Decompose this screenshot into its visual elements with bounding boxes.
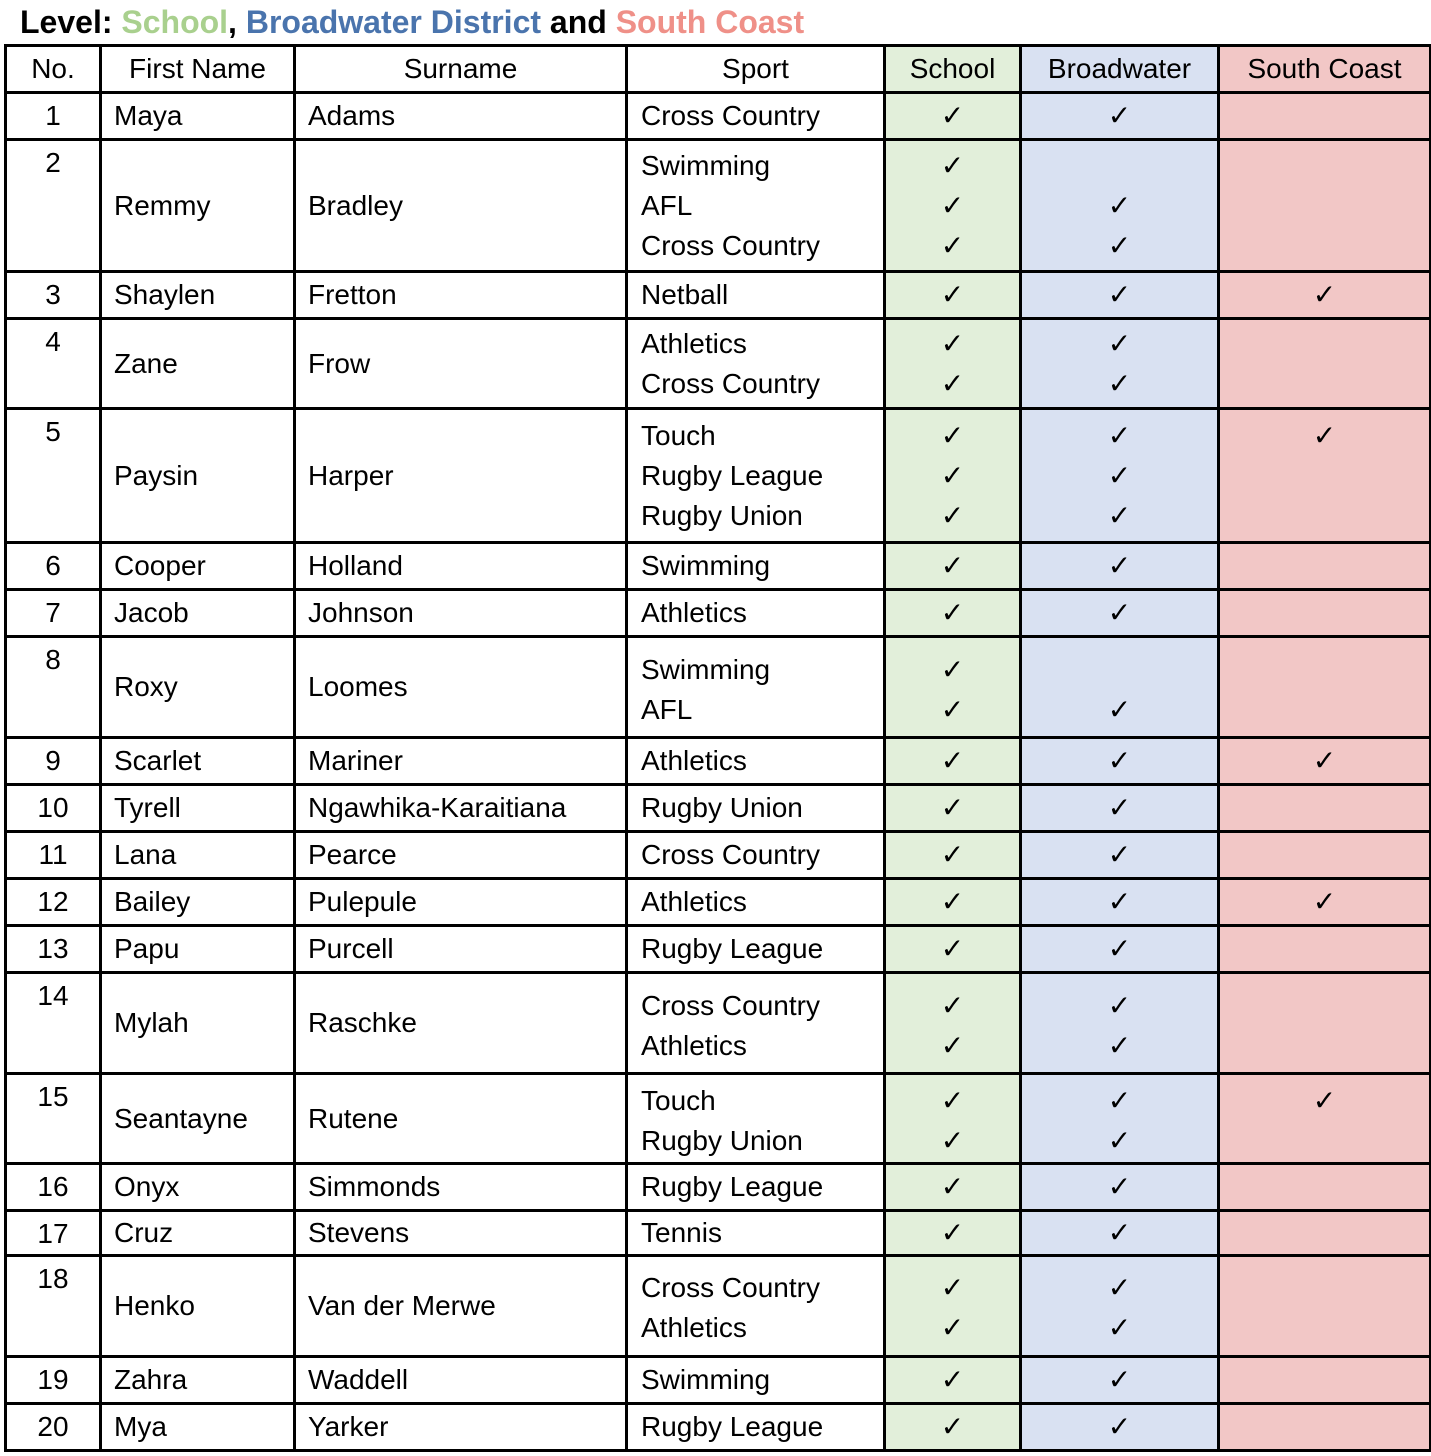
sport-name: Cross Country	[641, 367, 820, 399]
sport-name: Swimming	[641, 654, 771, 685]
surname-cell: Fretton	[295, 272, 627, 319]
broadwater-check-icon: ✓	[1107, 989, 1132, 1022]
south-coast-cell	[1219, 785, 1431, 832]
sport-name: Athletics	[641, 1030, 747, 1061]
first-name-cell: Roxy	[101, 637, 295, 738]
broadwater-check-icon: ✓	[1107, 458, 1132, 492]
row-number: 3	[6, 272, 101, 319]
surname-cell: Simmonds	[295, 1164, 627, 1211]
sport-name: AFL	[641, 694, 693, 725]
sport-name: AFL	[641, 189, 693, 221]
broadwater-cell	[1021, 590, 1219, 637]
surname-cell: Purcell	[295, 926, 627, 973]
south-coast-cell	[1219, 1164, 1431, 1211]
broadwater-cell	[1021, 93, 1219, 140]
school-check-icon: ✓	[940, 596, 965, 629]
south-coast-check-icon: ✓	[1312, 278, 1337, 311]
surname-cell: Stevens	[295, 1211, 627, 1256]
sport-cell	[627, 926, 885, 973]
school-check-icon: ✓	[940, 1311, 965, 1344]
school-cell	[885, 272, 1021, 319]
row-number: 8	[6, 637, 101, 738]
broadwater-check-icon: ✓	[1107, 228, 1132, 262]
broadwater-cell	[1021, 1256, 1219, 1357]
school-check-icon: ✓	[940, 744, 965, 777]
school-check-icon: ✓	[940, 458, 965, 492]
school-check-icon: ✓	[940, 148, 965, 182]
south-coast-cell	[1219, 637, 1431, 738]
south-coast-check-icon: ✓	[1312, 1083, 1337, 1117]
first-name-cell: Maya	[101, 93, 295, 140]
first-name-cell: Jacob	[101, 590, 295, 637]
sport-cell	[627, 785, 885, 832]
south-coast-cell	[1219, 738, 1431, 785]
sport-cell	[627, 409, 885, 543]
school-check-icon: ✓	[940, 1123, 965, 1157]
sport-name: Touch	[641, 1084, 716, 1116]
south-coast-cell	[1219, 879, 1431, 926]
school-check-icon: ✓	[940, 188, 965, 222]
sport-name: Athletics	[641, 597, 747, 628]
sport-name: Swimming	[641, 149, 771, 181]
broadwater-cell	[1021, 1404, 1219, 1451]
row-number: 10	[6, 785, 101, 832]
row-number: 4	[6, 319, 101, 409]
school-check-icon: ✓	[940, 1029, 965, 1062]
broadwater-check-icon: ✓	[1107, 1029, 1132, 1062]
south-coast-cell	[1219, 832, 1431, 879]
table-body	[6, 93, 1431, 1451]
south-coast-check-icon: ✓	[1312, 418, 1337, 452]
south-coast-cell	[1219, 590, 1431, 637]
sport-cell	[627, 832, 885, 879]
school-cell	[885, 926, 1021, 973]
broadwater-check-icon: ✓	[1107, 188, 1132, 222]
first-name-cell: Tyrell	[101, 785, 295, 832]
header-row	[6, 46, 1431, 93]
surname-cell: Van der Merwe	[295, 1256, 627, 1357]
row-number: 1	[6, 93, 101, 140]
table-row	[6, 1404, 1431, 1451]
sport-name: Athletics	[641, 1312, 747, 1343]
school-check-icon: ✓	[940, 549, 965, 582]
broadwater-check-icon: ✓	[1107, 1083, 1132, 1117]
school-check-icon: ✓	[940, 838, 965, 871]
school-cell	[885, 1074, 1021, 1164]
broadwater-check-icon: ✓	[1107, 1123, 1132, 1157]
sport-name: Rugby League	[641, 933, 824, 964]
table-row	[6, 590, 1431, 637]
broadwater-cell	[1021, 140, 1219, 272]
surname-cell: Bradley	[295, 140, 627, 272]
surname-cell: Ngawhika-Karaitiana	[295, 785, 627, 832]
south-coast-cell	[1219, 140, 1431, 272]
table-row	[6, 785, 1431, 832]
table-row	[6, 1357, 1431, 1404]
sport-cell	[627, 543, 885, 590]
surname-cell: Rutene	[295, 1074, 627, 1164]
sport-name: Netball	[641, 279, 729, 310]
first-name-cell: Scarlet	[101, 738, 295, 785]
first-name-cell: Shaylen	[101, 272, 295, 319]
surname-cell: Pulepule	[295, 879, 627, 926]
school-check-icon: ✓	[940, 366, 965, 400]
broadwater-check-icon: ✓	[1107, 1271, 1132, 1304]
sport-name: Swimming	[641, 550, 771, 581]
row-number: 17	[6, 1211, 101, 1256]
first-name-cell: Mylah	[101, 973, 295, 1074]
south-coast-cell	[1219, 1357, 1431, 1404]
school-cell	[885, 1256, 1021, 1357]
south-coast-cell	[1219, 543, 1431, 590]
broadwater-cell	[1021, 319, 1219, 409]
row-number: 15	[6, 1074, 101, 1164]
sport-cell	[627, 1211, 885, 1256]
school-cell	[885, 832, 1021, 879]
table-row	[6, 1256, 1431, 1357]
school-check-icon: ✓	[940, 1271, 965, 1304]
row-number: 20	[6, 1404, 101, 1451]
school-cell	[885, 543, 1021, 590]
school-check-icon: ✓	[940, 1410, 965, 1443]
broadwater-check-icon: ✓	[1107, 99, 1132, 132]
school-check-icon: ✓	[940, 1363, 965, 1396]
south-coast-check-icon: ✓	[1312, 744, 1337, 777]
sport-name: Athletics	[641, 745, 747, 776]
broadwater-cell	[1021, 1074, 1219, 1164]
school-check-icon: ✓	[940, 326, 965, 360]
row-number: 5	[6, 409, 101, 543]
sport-cell	[627, 140, 885, 272]
school-check-icon: ✓	[940, 885, 965, 918]
broadwater-cell	[1021, 879, 1219, 926]
sport-name: Rugby Union	[641, 1124, 803, 1156]
sport-cell	[627, 1404, 885, 1451]
table-row	[6, 738, 1431, 785]
first-name-cell: Lana	[101, 832, 295, 879]
broadwater-cell	[1021, 272, 1219, 319]
sport-name: Cross Country	[641, 1272, 820, 1303]
broadwater-cell	[1021, 1211, 1219, 1256]
school-check-icon: ✓	[940, 693, 965, 726]
broadwater-check-icon: ✓	[1107, 1170, 1132, 1203]
broadwater-cell	[1021, 738, 1219, 785]
school-cell	[885, 973, 1021, 1074]
south-coast-cell	[1219, 93, 1431, 140]
row-number: 12	[6, 879, 101, 926]
sport-cell	[627, 272, 885, 319]
school-cell	[885, 1164, 1021, 1211]
sport-cell	[627, 973, 885, 1074]
sport-cell	[627, 1357, 885, 1404]
first-name-cell: Seantayne	[101, 1074, 295, 1164]
sport-cell	[627, 637, 885, 738]
sport-name: Athletics	[641, 886, 747, 917]
sport-name: Cross Country	[641, 990, 820, 1021]
school-check-icon: ✓	[940, 99, 965, 132]
first-name-cell: Remmy	[101, 140, 295, 272]
row-number: 2	[6, 140, 101, 272]
table-row	[6, 832, 1431, 879]
first-name-cell: Henko	[101, 1256, 295, 1357]
south-coast-cell	[1219, 1074, 1431, 1164]
header-school: School	[885, 46, 1021, 93]
title-south-coast-level: South Coast	[615, 4, 805, 40]
broadwater-check-icon: ✓	[1107, 1311, 1132, 1344]
school-check-icon: ✓	[940, 278, 965, 311]
row-number: 18	[6, 1256, 101, 1357]
sport-cell	[627, 1074, 885, 1164]
broadwater-cell	[1021, 926, 1219, 973]
header-surname: Surname	[295, 46, 627, 93]
sport-name: Swimming	[641, 1364, 771, 1395]
school-check-icon: ✓	[940, 1170, 965, 1203]
school-cell	[885, 140, 1021, 272]
representation-table	[4, 44, 1431, 1452]
header-sport: Sport	[627, 46, 885, 93]
school-check-icon: ✓	[940, 989, 965, 1022]
header-south-coast: South Coast	[1219, 46, 1431, 93]
first-name-cell: Papu	[101, 926, 295, 973]
school-cell	[885, 738, 1021, 785]
first-name-cell: Cruz	[101, 1211, 295, 1256]
surname-cell: Harper	[295, 409, 627, 543]
school-check-icon: ✓	[940, 498, 965, 532]
header-broadwater: Broadwater	[1021, 46, 1219, 93]
sport-cell	[627, 1164, 885, 1211]
table-row	[6, 637, 1431, 738]
south-coast-cell	[1219, 1211, 1431, 1256]
surname-cell: Yarker	[295, 1404, 627, 1451]
table-row	[6, 1074, 1431, 1164]
table-row	[6, 272, 1431, 319]
school-cell	[885, 319, 1021, 409]
broadwater-check-icon: ✓	[1107, 326, 1132, 360]
broadwater-check-icon: ✓	[1107, 693, 1132, 726]
school-check-icon: ✓	[940, 418, 965, 452]
south-coast-cell	[1219, 926, 1431, 973]
broadwater-check-icon: ✓	[1107, 885, 1132, 918]
sport-cell	[627, 93, 885, 140]
first-name-cell: Cooper	[101, 543, 295, 590]
sport-cell	[627, 879, 885, 926]
table-row	[6, 93, 1431, 140]
surname-cell: Pearce	[295, 832, 627, 879]
first-name-cell: Onyx	[101, 1164, 295, 1211]
broadwater-check-icon: ✓	[1107, 791, 1132, 824]
south-coast-cell	[1219, 319, 1431, 409]
surname-cell: Adams	[295, 93, 627, 140]
table-row	[6, 1164, 1431, 1211]
broadwater-check-icon: ✓	[1107, 498, 1132, 532]
school-cell	[885, 637, 1021, 738]
school-check-icon: ✓	[940, 228, 965, 262]
page-title	[20, 2, 804, 42]
broadwater-check-icon: ✓	[1107, 744, 1132, 777]
broadwater-check-icon: ✓	[1107, 366, 1132, 400]
school-check-icon: ✓	[940, 791, 965, 824]
title-separator: ,	[228, 4, 246, 40]
surname-cell: Waddell	[295, 1357, 627, 1404]
broadwater-check-icon: ✓	[1107, 932, 1132, 965]
south-coast-cell	[1219, 1256, 1431, 1357]
row-number: 11	[6, 832, 101, 879]
surname-cell: Frow	[295, 319, 627, 409]
school-check-icon: ✓	[940, 1083, 965, 1117]
school-cell	[885, 590, 1021, 637]
row-number: 9	[6, 738, 101, 785]
header-first-name: First Name	[101, 46, 295, 93]
school-check-icon: ✓	[940, 932, 965, 965]
surname-cell: Loomes	[295, 637, 627, 738]
table-row	[6, 409, 1431, 543]
broadwater-check-icon: ✓	[1107, 1363, 1132, 1396]
broadwater-cell	[1021, 543, 1219, 590]
table-row	[6, 926, 1431, 973]
row-number: 6	[6, 543, 101, 590]
south-coast-cell	[1219, 1404, 1431, 1451]
table-row	[6, 140, 1431, 272]
broadwater-cell	[1021, 637, 1219, 738]
broadwater-cell	[1021, 973, 1219, 1074]
sport-name: Cross Country	[641, 100, 820, 131]
south-coast-cell	[1219, 973, 1431, 1074]
broadwater-check-icon: ✓	[1107, 278, 1132, 311]
table-row	[6, 319, 1431, 409]
school-cell	[885, 1404, 1021, 1451]
title-broadwater-level: Broadwater District	[245, 4, 542, 40]
sport-name: Rugby League	[641, 1171, 824, 1202]
school-cell	[885, 785, 1021, 832]
header-no: No.	[6, 46, 101, 93]
broadwater-cell	[1021, 1164, 1219, 1211]
broadwater-check-icon: ✓	[1107, 1410, 1132, 1443]
surname-cell: Mariner	[295, 738, 627, 785]
sport-name: Touch	[641, 419, 716, 451]
south-coast-cell	[1219, 409, 1431, 543]
sport-name: Rugby League	[641, 459, 824, 491]
sport-name: Cross Country	[641, 839, 820, 870]
sport-name: Rugby League	[641, 1411, 824, 1442]
surname-cell: Johnson	[295, 590, 627, 637]
surname-cell: Holland	[295, 543, 627, 590]
school-cell	[885, 93, 1021, 140]
row-number: 16	[6, 1164, 101, 1211]
broadwater-check-icon: ✓	[1107, 549, 1132, 582]
first-name-cell: Zane	[101, 319, 295, 409]
first-name-cell: Bailey	[101, 879, 295, 926]
school-cell	[885, 409, 1021, 543]
sport-cell	[627, 319, 885, 409]
first-name-cell: Zahra	[101, 1357, 295, 1404]
broadwater-cell	[1021, 409, 1219, 543]
first-name-cell: Paysin	[101, 409, 295, 543]
broadwater-check-icon: ✓	[1107, 1216, 1132, 1249]
row-number: 19	[6, 1357, 101, 1404]
school-cell	[885, 879, 1021, 926]
table-row	[6, 1211, 1431, 1256]
broadwater-cell	[1021, 1357, 1219, 1404]
school-check-icon: ✓	[940, 653, 965, 686]
broadwater-check-icon: ✓	[1107, 838, 1132, 871]
table-row	[6, 543, 1431, 590]
sport-name: Rugby Union	[641, 792, 803, 823]
school-cell	[885, 1357, 1021, 1404]
sport-cell	[627, 590, 885, 637]
first-name-cell: Mya	[101, 1404, 295, 1451]
sport-name: Rugby Union	[641, 499, 803, 531]
table-row	[6, 973, 1431, 1074]
school-check-icon: ✓	[940, 1216, 965, 1249]
sport-cell	[627, 738, 885, 785]
broadwater-cell	[1021, 832, 1219, 879]
sport-name: Tennis	[641, 1217, 722, 1248]
broadwater-check-icon: ✓	[1107, 596, 1132, 629]
south-coast-cell	[1219, 272, 1431, 319]
broadwater-check-icon: ✓	[1107, 418, 1132, 452]
title-school-level: School	[121, 4, 229, 40]
sport-name: Cross Country	[641, 229, 820, 261]
broadwater-cell	[1021, 785, 1219, 832]
table-row	[6, 879, 1431, 926]
south-coast-check-icon: ✓	[1312, 885, 1337, 918]
row-number: 7	[6, 590, 101, 637]
title-prefix: Level:	[20, 4, 122, 40]
surname-cell: Raschke	[295, 973, 627, 1074]
sport-cell	[627, 1256, 885, 1357]
school-cell	[885, 1211, 1021, 1256]
row-number: 14	[6, 973, 101, 1074]
row-number: 13	[6, 926, 101, 973]
sport-name: Athletics	[641, 327, 747, 359]
title-and: and	[541, 4, 616, 40]
